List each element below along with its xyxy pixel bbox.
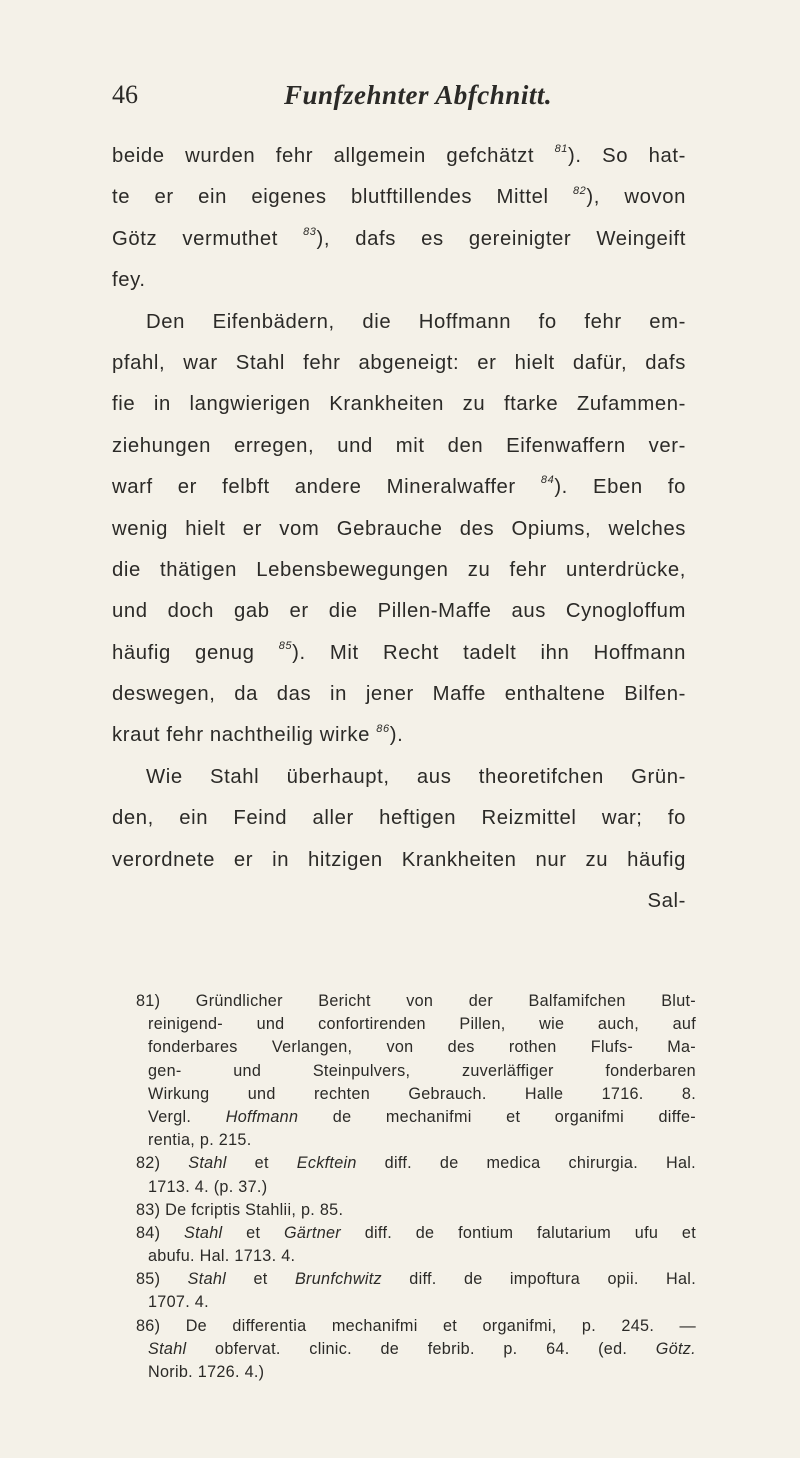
running-title: Funfzehnter Abfchnitt. (284, 80, 553, 110)
footnote-ref[interactable]: 84 (540, 474, 555, 487)
text-line: den, ein Feind aller heftigen Reizmittel war; fo (112, 807, 686, 830)
footnote-ref[interactable]: 81 (554, 143, 569, 156)
text-line: verordnete er in hitzigen Krankheiten nur zu häufig (112, 848, 686, 871)
text-line: Den Eifenbädern, die Hoffmann fo fehr em- (146, 310, 686, 333)
footnote-ref[interactable]: 82 (572, 184, 587, 197)
footnote-ref[interactable]: 85 (278, 639, 293, 652)
page-header (112, 80, 712, 120)
footnote-ref[interactable]: 86 (376, 722, 390, 735)
text-line: häufig genug $^{85}$). Mit Recht tadelt ihn Hoffmann (112, 639, 686, 664)
catchword: Sal- (647, 890, 686, 913)
footnote-81: 81) Gründlicher Bericht von der Balfamifchen Blut- reinigend- und confortirenden Pillen, wie auch, auf fonderbares Verlangen, von des rothen Flufs- Ma- gen- und Steinpulvers, zuverläffiger fonderbaren Wirkung und rechten Gebrauch. Halle 1716. 8. Vergl. Hoffmann de mechanifmi et organifmi diffe- rentia, p. 215. (136, 992, 696, 1150)
text-line: beide wurden fehr allgemein gefchätzt $^{81}$). So hat- (112, 143, 686, 167)
text-line: die thätigen Lebensbewegungen zu fehr unterdrücke, (112, 558, 686, 581)
footnote-82: 82) Stahl et Eckftein diff. de medica chirurgia. Hal. 1713. 4. (p. 37.) (136, 1154, 696, 1196)
footnote-83: 83) De fcriptis Stahlii, p. 85. (136, 1200, 344, 1219)
text-line: pfahl, war Stahl fehr abgeneigt: er hielt dafür, dafs (112, 351, 686, 374)
text-line: fie in langwierigen Krankheiten zu ftarke Zufammen- (112, 393, 686, 416)
footnote-ref[interactable]: 83 (303, 226, 317, 239)
text-line: deswegen, da das in jener Maffe enthaltene Bilfen- (112, 683, 686, 706)
text-line: und doch gab er die Pillen-Maffe aus Cynogloffum (112, 600, 686, 623)
text-line: Götz vermuthet $^{83}$), dafs es gereinigter Weingeift (112, 226, 686, 250)
footnotes (136, 990, 696, 1384)
text-line: ziehungen erregen, und mit den Eifenwaffern ver- (112, 434, 686, 457)
text-line: te er ein eigenes blutftillendes Mittel $^{82}$), wovon (112, 184, 686, 209)
main-text (112, 136, 686, 922)
text-line: fey. (112, 269, 146, 292)
footnote-84: 84) Stahl et Gärtner diff. de fontium falutarium ufu et abufu. Hal. 1713. 4. (136, 1223, 696, 1266)
footnote-86: 86) De differentia mechanifmi et organifmi, p. 245. — Stahl obfervat. clinic. de febrib. p. 64. (ed. Götz. Norib. 1726. 4.) (136, 1316, 696, 1381)
text-line: warf er felbft andere Mineralwaffer $^{84}$). Eben fo (112, 474, 686, 499)
footnote-85: 85) Stahl et Brunfchwitz diff. de impoftura opii. Hal. 1707. 4. (136, 1270, 696, 1312)
page-number: 46 (112, 80, 138, 109)
text-line: wenig hielt er vom Gebrauche des Opiums, welches (112, 517, 686, 540)
text-line: kraut fehr nachtheilig wirke $^{86}$). (112, 722, 404, 747)
text-line: Wie Stahl überhaupt, aus theoretifchen Grün- (146, 765, 686, 788)
